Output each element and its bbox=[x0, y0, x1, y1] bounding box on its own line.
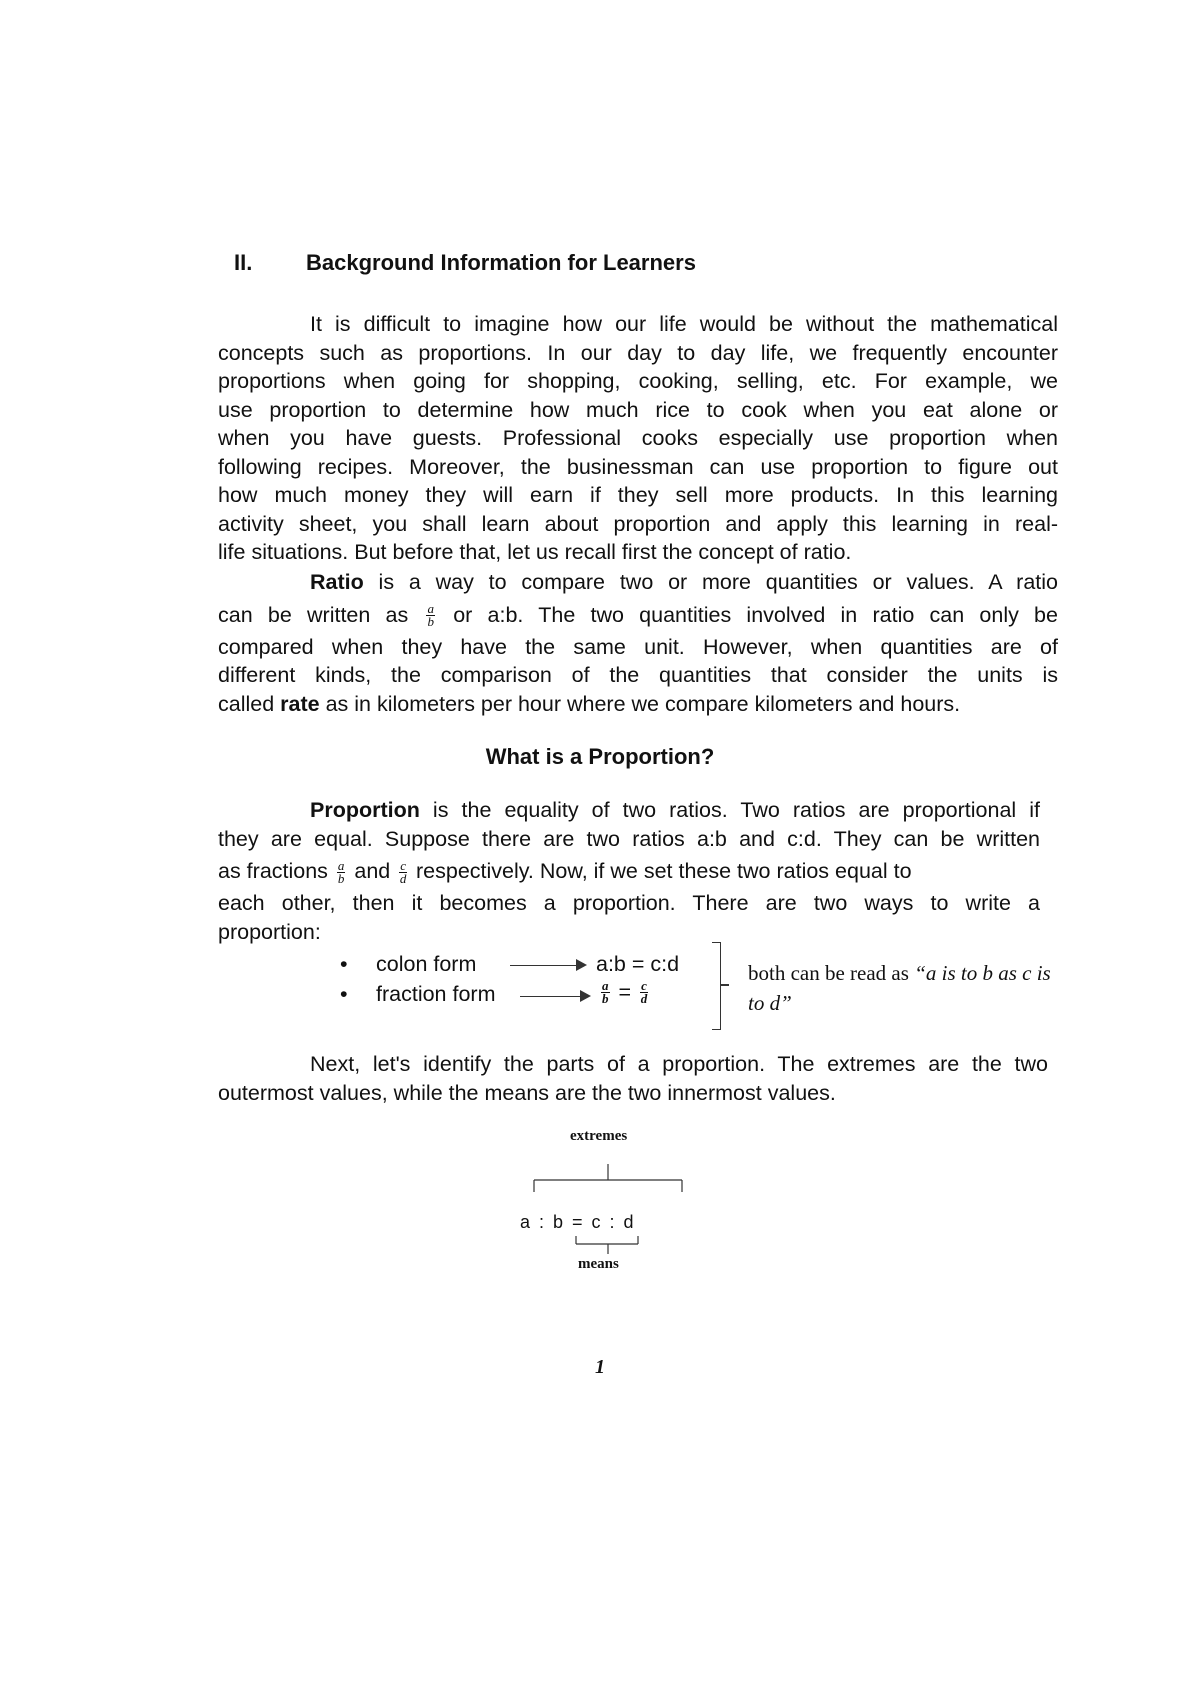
parts-paragraph bbox=[218, 1050, 1048, 1107]
proportion-term: Proportion bbox=[310, 798, 420, 822]
fraction-numerator: a bbox=[337, 857, 345, 873]
bullet-icon: • bbox=[340, 952, 348, 976]
arrow-right-icon bbox=[576, 959, 587, 971]
list-item-fraction-form bbox=[340, 982, 495, 1007]
proportion-line bbox=[218, 853, 1040, 889]
read-as-text: both can be read as bbox=[748, 961, 915, 985]
intro-line: when you have guests. Professional cooks especially use proportion when bbox=[218, 426, 1058, 450]
proportion-line bbox=[218, 796, 1040, 825]
ratio-text: called bbox=[218, 691, 281, 716]
arrow-line bbox=[520, 996, 584, 997]
intro-line: It is difficult to imagine how our life would be without the mathematical bbox=[310, 312, 1058, 336]
read-as-quote: “a is to b as c is to d” bbox=[748, 961, 1051, 1015]
proportion-expression: a : b = c : d bbox=[520, 1212, 636, 1232]
section-heading bbox=[234, 250, 696, 276]
ratio-paragraph bbox=[218, 568, 1058, 718]
section-title: Background Information for Learners bbox=[306, 250, 696, 275]
ratio-term: Ratio bbox=[310, 570, 364, 594]
right-bracket bbox=[712, 942, 721, 1030]
means-label: means bbox=[578, 1256, 619, 1272]
proportion-line: proportion: bbox=[218, 919, 321, 944]
ratio-line: different kinds, the comparison of the quantities that consider the units is bbox=[218, 663, 1058, 687]
arrow-line bbox=[510, 965, 580, 966]
list-item-colon-form bbox=[340, 952, 476, 977]
fraction-form-expression bbox=[598, 980, 651, 1005]
intro-paragraph bbox=[218, 310, 1058, 567]
ratio-text: can be written as bbox=[218, 602, 424, 627]
fraction-c-over-d bbox=[399, 857, 407, 886]
arrow-right-icon bbox=[580, 990, 591, 1002]
equals-sign: = bbox=[618, 980, 632, 1004]
fraction-a-over-b bbox=[426, 603, 435, 628]
rate-term: rate bbox=[280, 691, 320, 716]
proportion-line: each other, then it becomes a proportion. There are two ways to write a bbox=[218, 891, 1040, 915]
colon-form-label: colon form bbox=[376, 952, 477, 976]
fraction-c-over-d bbox=[640, 980, 648, 1005]
fraction-denominator: b bbox=[427, 614, 434, 630]
ratio-text: is a way to compare two or more quantities or values. A ratio bbox=[363, 570, 1058, 594]
parts-line: outermost values, while the means are the two innermost values. bbox=[218, 1080, 836, 1105]
fraction-denominator: d bbox=[399, 870, 407, 886]
ratio-text: as in kilometers per hour where we compare kilometers and hours. bbox=[319, 691, 961, 716]
ratio-text: or a:b. The two quantities involved in ratio can only be bbox=[437, 602, 1058, 627]
extremes-means-diagram bbox=[520, 1128, 690, 1278]
fraction-numerator: a bbox=[427, 601, 434, 617]
fraction-a-over-b bbox=[601, 980, 610, 1005]
colon-form-expression: a:b = c:d bbox=[596, 952, 680, 976]
section-number: II. bbox=[234, 250, 253, 275]
fraction-form-label: fraction form bbox=[376, 982, 496, 1006]
intro-line: activity sheet, you shall learn about proportion and apply this learning in real- bbox=[218, 511, 1058, 536]
intro-line: use proportion to determine how much rice to cook when you eat alone or bbox=[218, 397, 1058, 422]
intro-line: following recipes. Moreover, the businessman can use proportion to figure out bbox=[218, 454, 1058, 479]
intro-line: concepts such as proportions. In our day to day life, we frequently encounter bbox=[218, 340, 1058, 365]
ratio-line bbox=[218, 690, 1058, 719]
fraction-a-over-b bbox=[337, 857, 346, 886]
fraction-numerator: c bbox=[400, 857, 407, 873]
intro-line: how much money they will earn if they sell more products. In this learning bbox=[218, 483, 1058, 507]
intro-line: life situations. But before that, let us recall first the concept of ratio. bbox=[218, 540, 852, 564]
proportion-paragraph bbox=[218, 796, 1040, 946]
bracket-tick bbox=[720, 984, 729, 986]
extremes-label: extremes bbox=[570, 1128, 628, 1144]
ratio-line bbox=[218, 568, 1058, 597]
bullet-icon: • bbox=[340, 982, 348, 1006]
fraction-denominator: b bbox=[602, 991, 609, 1006]
read-as-note bbox=[748, 958, 1058, 1018]
proportion-text: as fractions bbox=[218, 859, 334, 883]
proportion-text: is the equality of two ratios. Two ratios are proportional if bbox=[419, 798, 1040, 822]
fraction-denominator: d bbox=[640, 991, 648, 1006]
subsection-title: What is a Proportion? bbox=[485, 744, 715, 769]
fraction-numerator: c bbox=[641, 978, 647, 993]
parts-line: Next, let's identify the parts of a proportion. The extremes are the two bbox=[310, 1052, 1048, 1076]
proportion-text: respectively. Now, if we set these two ratios equal to bbox=[410, 859, 912, 883]
proportion-line: they are equal. Suppose there are two ratios a:b and c:d. They can be written bbox=[218, 826, 1040, 851]
intro-line: proportions when going for shopping, cooking, selling, etc. For example, we bbox=[218, 369, 1058, 393]
page-number: 1 bbox=[595, 1356, 605, 1378]
ratio-line: compared when they have the same unit. However, when quantities are of bbox=[218, 634, 1058, 659]
fraction-denominator: b bbox=[337, 870, 345, 886]
fraction-numerator: a bbox=[602, 978, 609, 993]
proportion-text: and bbox=[348, 859, 397, 883]
ratio-line bbox=[218, 597, 1058, 633]
